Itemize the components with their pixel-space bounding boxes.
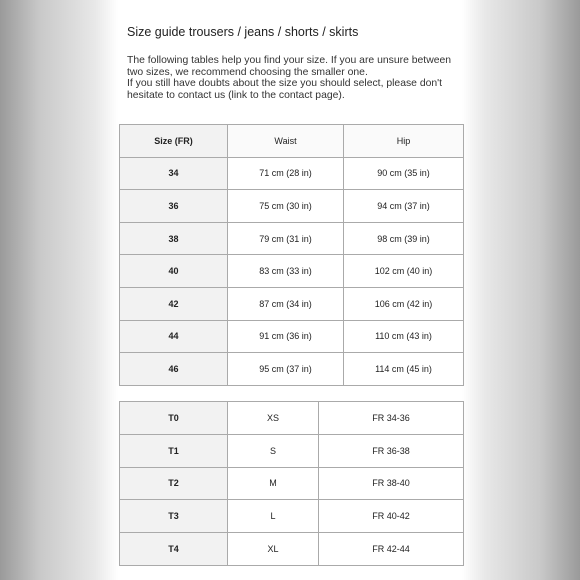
fr-range-cell: FR 40-42 xyxy=(319,500,464,533)
fr-range-cell: FR 34-36 xyxy=(319,402,464,435)
intro-line: If you still have doubts about the size you should select, please don't xyxy=(127,78,443,90)
waist-cell: 91 cm (36 in) xyxy=(228,320,344,353)
table-row xyxy=(120,157,464,190)
letter-size-cell: M xyxy=(228,467,319,500)
size-cell: 36 xyxy=(120,190,228,223)
intro-line: two sizes, we recommend choosing the smaller one. xyxy=(127,66,368,78)
header-hip: Hip xyxy=(344,125,464,158)
waist-cell: 71 cm (28 in) xyxy=(228,157,344,190)
waist-cell: 87 cm (34 in) xyxy=(228,287,344,320)
hip-cell: 94 cm (37 in) xyxy=(344,190,464,223)
letter-size-cell: S xyxy=(228,434,319,467)
page-title: Size guide trousers / jeans / shorts / skirts xyxy=(127,25,359,39)
intro-text xyxy=(127,55,457,101)
table-row xyxy=(120,190,464,223)
table-row xyxy=(120,500,464,533)
t-size-cell: T0 xyxy=(120,402,228,435)
table-row xyxy=(120,255,464,288)
intro-line: hesitate to contact us (link to the contact page). xyxy=(127,89,345,101)
waist-cell: 83 cm (33 in) xyxy=(228,255,344,288)
hip-cell: 114 cm (45 in) xyxy=(344,353,464,386)
table-row xyxy=(120,222,464,255)
letter-size-cell: XL xyxy=(228,533,319,566)
table-row xyxy=(120,353,464,386)
size-cell: 42 xyxy=(120,287,228,320)
table-row xyxy=(120,434,464,467)
intro-line: The following tables help you find your size. If you are unsure between xyxy=(127,55,452,66)
size-cell: 40 xyxy=(120,255,228,288)
table-row xyxy=(120,533,464,566)
size-cell: 38 xyxy=(120,222,228,255)
size-cell: 44 xyxy=(120,320,228,353)
t-size-cell: T4 xyxy=(120,533,228,566)
hip-cell: 106 cm (42 in) xyxy=(344,287,464,320)
header-waist: Waist xyxy=(228,125,344,158)
table-row xyxy=(120,287,464,320)
header-size: Size (FR) xyxy=(120,125,228,158)
fr-range-cell: FR 38-40 xyxy=(319,467,464,500)
hip-cell: 98 cm (39 in) xyxy=(344,222,464,255)
table-row xyxy=(120,320,464,353)
t-size-cell: T3 xyxy=(120,500,228,533)
hip-cell: 110 cm (43 in) xyxy=(344,320,464,353)
letter-size-cell: XS xyxy=(228,402,319,435)
hip-cell: 90 cm (35 in) xyxy=(344,157,464,190)
table-row xyxy=(120,402,464,435)
t-size-cell: T1 xyxy=(120,434,228,467)
table-header-row xyxy=(120,125,464,158)
size-table xyxy=(119,124,464,386)
size-cell: 46 xyxy=(120,353,228,386)
fr-range-cell: FR 42-44 xyxy=(319,533,464,566)
waist-cell: 95 cm (37 in) xyxy=(228,353,344,386)
table-row xyxy=(120,467,464,500)
size-cell: 34 xyxy=(120,157,228,190)
conversion-table xyxy=(119,401,464,566)
fr-range-cell: FR 36-38 xyxy=(319,434,464,467)
hip-cell: 102 cm (40 in) xyxy=(344,255,464,288)
letter-size-cell: L xyxy=(228,500,319,533)
t-size-cell: T2 xyxy=(120,467,228,500)
waist-cell: 75 cm (30 in) xyxy=(228,190,344,223)
waist-cell: 79 cm (31 in) xyxy=(228,222,344,255)
